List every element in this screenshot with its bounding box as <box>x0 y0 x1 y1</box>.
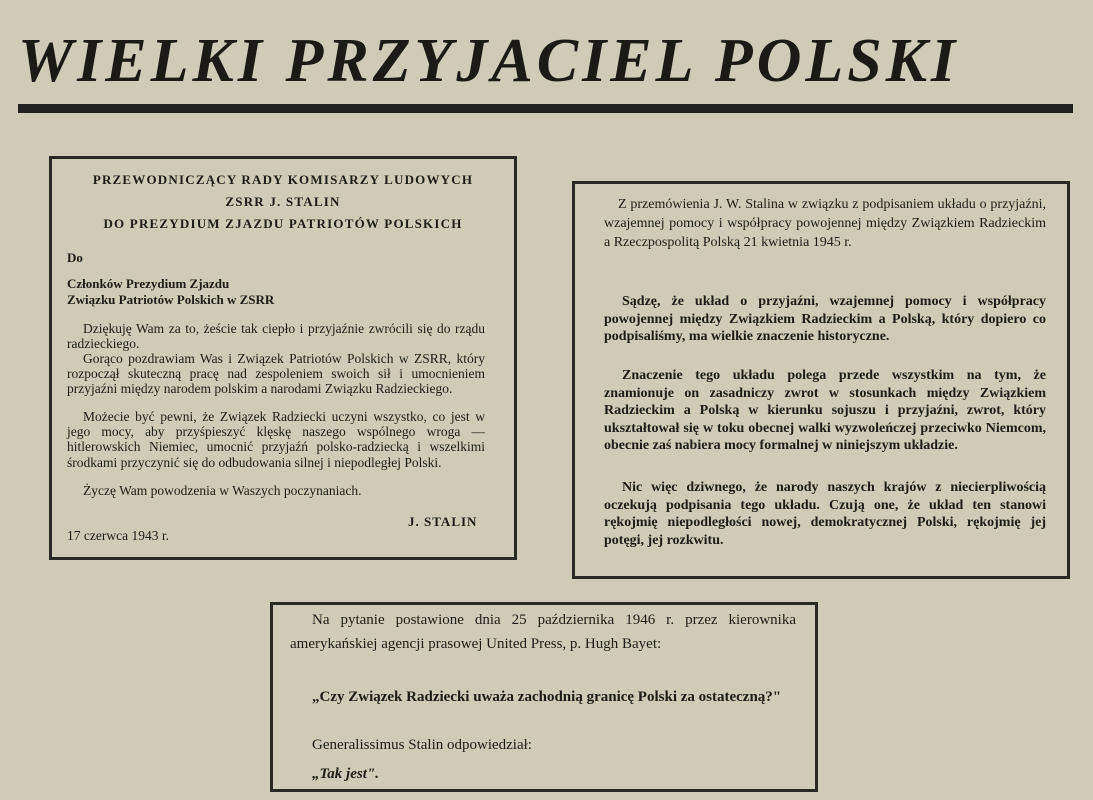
letter-paragraph-3: Możecie być pewni, że Związek Radziecki uczyni wszystko, co jest w jego mocy, aby przyśpieszyć klęskę naszego wspólnego wroga — hitlerowskich Niemiec, umocnić przyjaźń polsko-radziecką i wszelkimi środkami przyczynić się do odbudowania silnej i niepodległej Polski. <box>67 409 485 470</box>
speech-paragraph-2: Znaczenie tego układu polega przede wszystkim na tym, że znamionuje on zasadniczy zwrot w stosunkach między Związkiem Radzieckim a Polską w kierunku sojuszu i przyjaźni, zwrot, który ukształtował się w toku obecnej walki wyzwoleńczej przeciwko Niemcom, obecnie zaś nabiera mocy formalnej w niniejszym układzie. <box>604 368 1046 453</box>
headline-rule <box>18 104 1073 113</box>
letter-paragraph-2: Gorąco pozdrawiam Was i Związek Patriotów Polskich w ZSRR, który rozpoczął skuteczną pracę nad zespoleniem swoich sił i umocnieniem przyjaźni między narodem polskim a narodami Związku Radzieckiego. <box>67 351 485 397</box>
letter-date: 17 czerwca 1943 r. <box>67 528 169 543</box>
speech-paragraph-1: Sądzę, że układ o przyjaźni, wzajemnej pomocy i współpracy powojennej między Związkiem Radzieckim a Polską, który dopiero co podpisaliśmy, ma wielkie znaczenie historyczne. <box>604 294 1046 344</box>
interview-answer-intro: Generalissimus Stalin odpowiedział: <box>312 737 532 753</box>
addressee-line-2: Związku Patriotów Polskich w ZSRR <box>67 292 275 307</box>
addressee-line-1: Członków Prezydium Zjazdu <box>67 276 230 291</box>
letter-paragraph-4: Życzę Wam powodzenia w Waszych poczynaniach. <box>83 483 362 498</box>
letter-do: Do <box>67 250 83 265</box>
headline: WIELKI PRZYJACIEL POLSKI <box>18 27 960 95</box>
speech-intro: Z przemówienia J. W. Stalina w związku z podpisaniem układu o przyjaźni, wzajemnej pomocy i współpracy powojennej między Związkiem Radzieckim a Rzeczpospolitą Polską 21 kwietnia 1945 r. <box>604 197 1046 250</box>
letter-heading-2: ZSRR J. STALIN <box>225 194 341 209</box>
letter-heading-3: DO PREZYDIUM ZJAZDU PATRIOTÓW POLSKICH <box>103 216 463 231</box>
interview-intro: Na pytanie postawione dnia 25 października 1946 r. przez kierownika amerykańskiej agencji prasowej United Press, p. Hugh Bayet: <box>290 612 796 652</box>
letter-heading-1: PRZEWODNICZĄCY RADY KOMISARZY LUDOWYCH <box>92 172 474 187</box>
interview-question: „Czy Związek Radziecki uważa zachodnią granicę Polski za ostateczną?" <box>312 689 782 705</box>
letter-paragraph-1: Dziękuję Wam za to, żeście tak ciepło i przyjaźnie zwrócili się do rządu radzieckiego. <box>67 321 485 352</box>
letter-signature: J. STALIN <box>408 514 478 529</box>
interview-answer: „Tak jest". <box>312 766 379 782</box>
speech-paragraph-3: Nic więc dziwnego, że narody naszych krajów z niecierpliwością oczekują podpisania tego układu. Czują one, że układ ten stanowi rękojmię niepodległości nowej, demokratycznej Polski, rękojmię jej potęgi, jej rozkwitu. <box>604 480 1046 548</box>
